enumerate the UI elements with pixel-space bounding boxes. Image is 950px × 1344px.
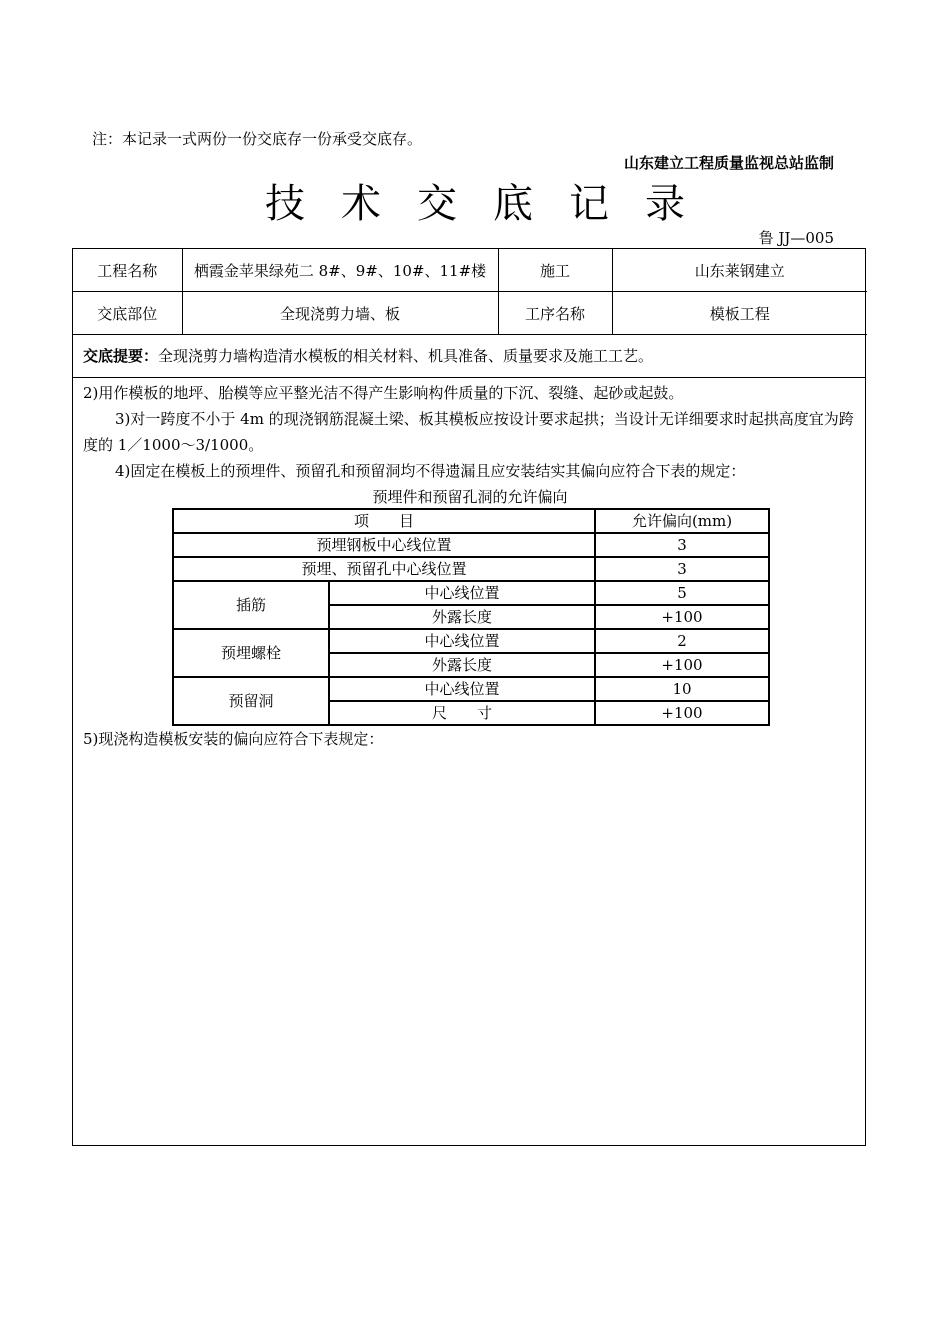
process-label: 工序名称 — [498, 292, 612, 335]
table-caption: 预埋件和预留孔洞的允许偏向 — [372, 488, 568, 506]
header-row — [73, 249, 867, 292]
row-value: 10 — [595, 677, 769, 701]
row-value: 5 — [595, 581, 769, 605]
contractor-value: 山东莱钢建立 — [612, 249, 867, 292]
table-header-row — [173, 509, 769, 533]
group-name: 预留洞 — [173, 677, 329, 725]
column-header-deviation: 允许偏向(mm) — [595, 509, 769, 533]
sub-item: 中心线位置 — [329, 677, 595, 701]
table-row — [173, 629, 769, 653]
table-row — [173, 581, 769, 605]
row-value: 3 — [595, 533, 769, 557]
summary-label: 交底提要： — [83, 347, 159, 365]
group-name: 插筋 — [173, 581, 329, 629]
table-row — [173, 533, 769, 557]
header-row — [73, 292, 867, 335]
group-name: 预埋螺栓 — [173, 629, 329, 677]
part-label: 交底部位 — [73, 292, 182, 335]
row-item: 预埋钢板中心线位置 — [173, 533, 595, 557]
row-value: +100 — [595, 605, 769, 629]
sub-item: 中心线位置 — [329, 629, 595, 653]
row-value: +100 — [595, 653, 769, 677]
column-header-item: 项 目 — [173, 509, 595, 533]
row-value: +100 — [595, 701, 769, 725]
table-row — [173, 557, 769, 581]
document-number: 鲁 JJ—005 — [758, 229, 834, 247]
sub-item: 尺 寸 — [329, 701, 595, 725]
sub-item: 外露长度 — [329, 605, 595, 629]
project-name-value: 栖霞金苹果绿苑二 8#、9#、10#、11#楼 — [182, 249, 498, 292]
paragraph-4: 4)固定在模板上的预埋件、预留孔和预留洞均不得遗漏且应安装结实其偏向应符合下表的规定： — [115, 462, 746, 480]
footnote: 注：本记录一式两份一份交底存一份承受交底存。 — [92, 130, 423, 148]
paragraph-3: 3)对一跨度不小于 4m 的现浇钢筋混凝土梁、板其模板应按设计要求起拱；当设计无详细要求时起拱高度宜为跨度的 1／1000～3/1000。 — [83, 410, 854, 454]
table-row — [173, 677, 769, 701]
row-item: 预埋、预留孔中心线位置 — [173, 557, 595, 581]
process-value: 模板工程 — [612, 292, 867, 335]
record-form — [72, 248, 866, 1146]
part-value: 全现浇剪力墙、板 — [182, 292, 498, 335]
paragraph-2: 2)用作模板的地坪、胎模等应平整光洁不得产生影响构件质量的下沉、裂缝、起砂或起鼓。 — [83, 384, 684, 402]
deviation-table — [172, 508, 770, 726]
row-value: 3 — [595, 557, 769, 581]
paragraph-5: 5)现浇构造模板安装的偏向应符合下表规定： — [83, 730, 384, 748]
sub-item: 中心线位置 — [329, 581, 595, 605]
contractor-label: 施工 — [498, 249, 612, 292]
sub-item: 外露长度 — [329, 653, 595, 677]
header-table — [73, 249, 867, 335]
summary-row — [73, 335, 865, 378]
content-body — [73, 378, 865, 752]
summary-text: 全现浇剪力墙构造清水模板的相关材料、机具准备、质量要求及施工工艺。 — [158, 347, 654, 365]
row-value: 2 — [595, 629, 769, 653]
supervisor-label: 山东建立工程质量监视总站监制 — [623, 154, 834, 172]
project-name-label: 工程名称 — [73, 249, 182, 292]
page-title: 技术交底记录 — [265, 181, 721, 227]
